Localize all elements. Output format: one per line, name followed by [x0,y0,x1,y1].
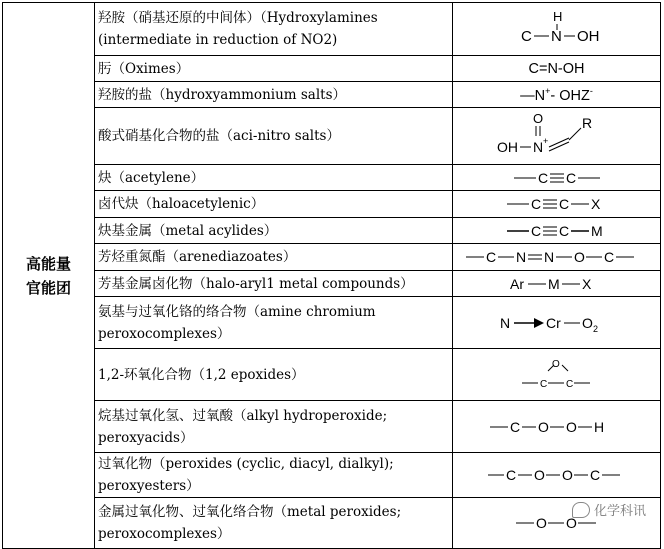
svg-text:C: C [537,169,548,186]
svg-text:C: C [539,378,547,390]
formula-oxime: C=N-OH [453,56,661,82]
formula-hydroxyammonium: —N+- OHZ- [453,82,661,108]
svg-text:C: C [520,28,532,45]
table-row [3,271,661,297]
svg-text:O: O [535,515,547,531]
name-cell: 1,2-环氧化合物（1,2 epoxides） [95,349,453,401]
svg-text:N: N [550,28,562,45]
svg-text:O: O [533,467,545,483]
name-cell: 芳烃重氮酯（arenediazoates） [95,244,453,271]
formula-amine-chromium [453,297,661,349]
name-cell: 肟（Oximes） [95,56,453,82]
name-cell: 过氧化物（peroxides (cyclic, diacyl, dialkyl); peroxyesters） [95,453,453,498]
svg-text:+: + [542,136,548,146]
name-cell: 羟胺（硝基还原的中间体）（Hydroxylamines (intermediate in reduction of NO2) [95,3,453,56]
svg-text:H: H [593,418,604,435]
svg-text:C: C [509,418,520,435]
svg-text:O: O [565,515,577,531]
formula-arenediazoate [453,244,661,271]
svg-text:C: C [530,222,541,239]
table-row [3,244,661,271]
name-cell: 炔基金属（metal acylides） [95,218,453,244]
svg-text:N: N [515,249,526,265]
table-row [3,3,661,56]
svg-text:M: M [590,222,603,239]
group-label-cell [3,3,95,549]
table-row [3,191,661,218]
svg-text:C: C [485,249,496,265]
svg-text:C: C [603,249,614,265]
chat-bubble-icon [572,502,590,518]
svg-text:OH: OH [496,139,518,155]
formula-acetylene [453,165,661,191]
svg-text:N: N [543,249,554,265]
formula-haloacetylenic [453,191,661,218]
svg-text:H: H [552,9,562,24]
svg-text:2: 2 [592,323,598,334]
svg-text:OH: OH [576,28,599,45]
svg-text:C: C [558,222,569,239]
formula-hydroperoxide [453,401,661,453]
table-row [3,401,661,453]
table-row [3,498,661,549]
formula-hydroxylamine [453,3,661,56]
name-cell: 氨基与过氧化铬的络合物（amine chromium peroxocomplexes） [95,297,453,349]
svg-text:O: O [573,249,585,265]
svg-text:X: X [581,275,591,292]
svg-text:C: C [565,378,573,390]
svg-text:Cr: Cr [545,314,561,331]
svg-text:N: N [499,314,510,331]
formula-epoxide [453,349,661,401]
svg-text:C: C [530,196,541,212]
name-cell: 炔（acetylene） [95,165,453,191]
svg-text:X: X [590,196,600,212]
table-row [3,453,661,498]
table-row [3,297,661,349]
group-label: 高能量 官能团 [25,254,71,297]
svg-text:R: R [581,115,592,131]
formula-metal-acylide [453,218,661,244]
table-row [3,108,661,165]
name-cell: 芳基金属卤化物（halo-aryl1 metal compounds） [95,271,453,297]
table-row [3,82,661,108]
svg-text:O: O [581,314,593,331]
name-cell: 烷基过氧化氢、过氧酸（alkyl hydroperoxide; peroxyacids） [95,401,453,453]
table-row [3,218,661,244]
formula-halo-aryl-metal [453,271,661,297]
svg-text:C: C [505,467,516,483]
table-row [3,349,661,401]
name-cell: 金属过氧化物、过氧化络合物（metal peroxides; peroxocomplexes） [95,498,453,549]
svg-text:O: O [565,418,577,435]
watermark [572,500,646,519]
watermark-text: 化学科讯 [593,504,646,519]
svg-text:O: O [561,467,573,483]
name-cell: 卤代炔（haloacetylenic） [95,191,453,218]
svg-text:N: N [532,139,543,155]
svg-text:M: M [547,275,560,292]
name-cell: 羟胺的盐（hydroxyammonium salts） [95,82,453,108]
table-row [3,165,661,191]
svg-text:O: O [551,358,560,370]
energetic-groups-table [2,2,661,549]
svg-text:C: C [565,169,576,186]
formula-aci-nitro [453,108,661,165]
table-row [3,56,661,82]
svg-text:C: C [558,196,569,212]
name-cell: 酸式硝基化合物的盐（aci-nitro salts） [95,108,453,165]
svg-text:Ar: Ar [509,275,524,292]
svg-text:C: C [589,467,600,483]
formula-peroxide [453,453,661,498]
svg-text:O: O [532,111,543,126]
svg-text:O: O [537,418,549,435]
